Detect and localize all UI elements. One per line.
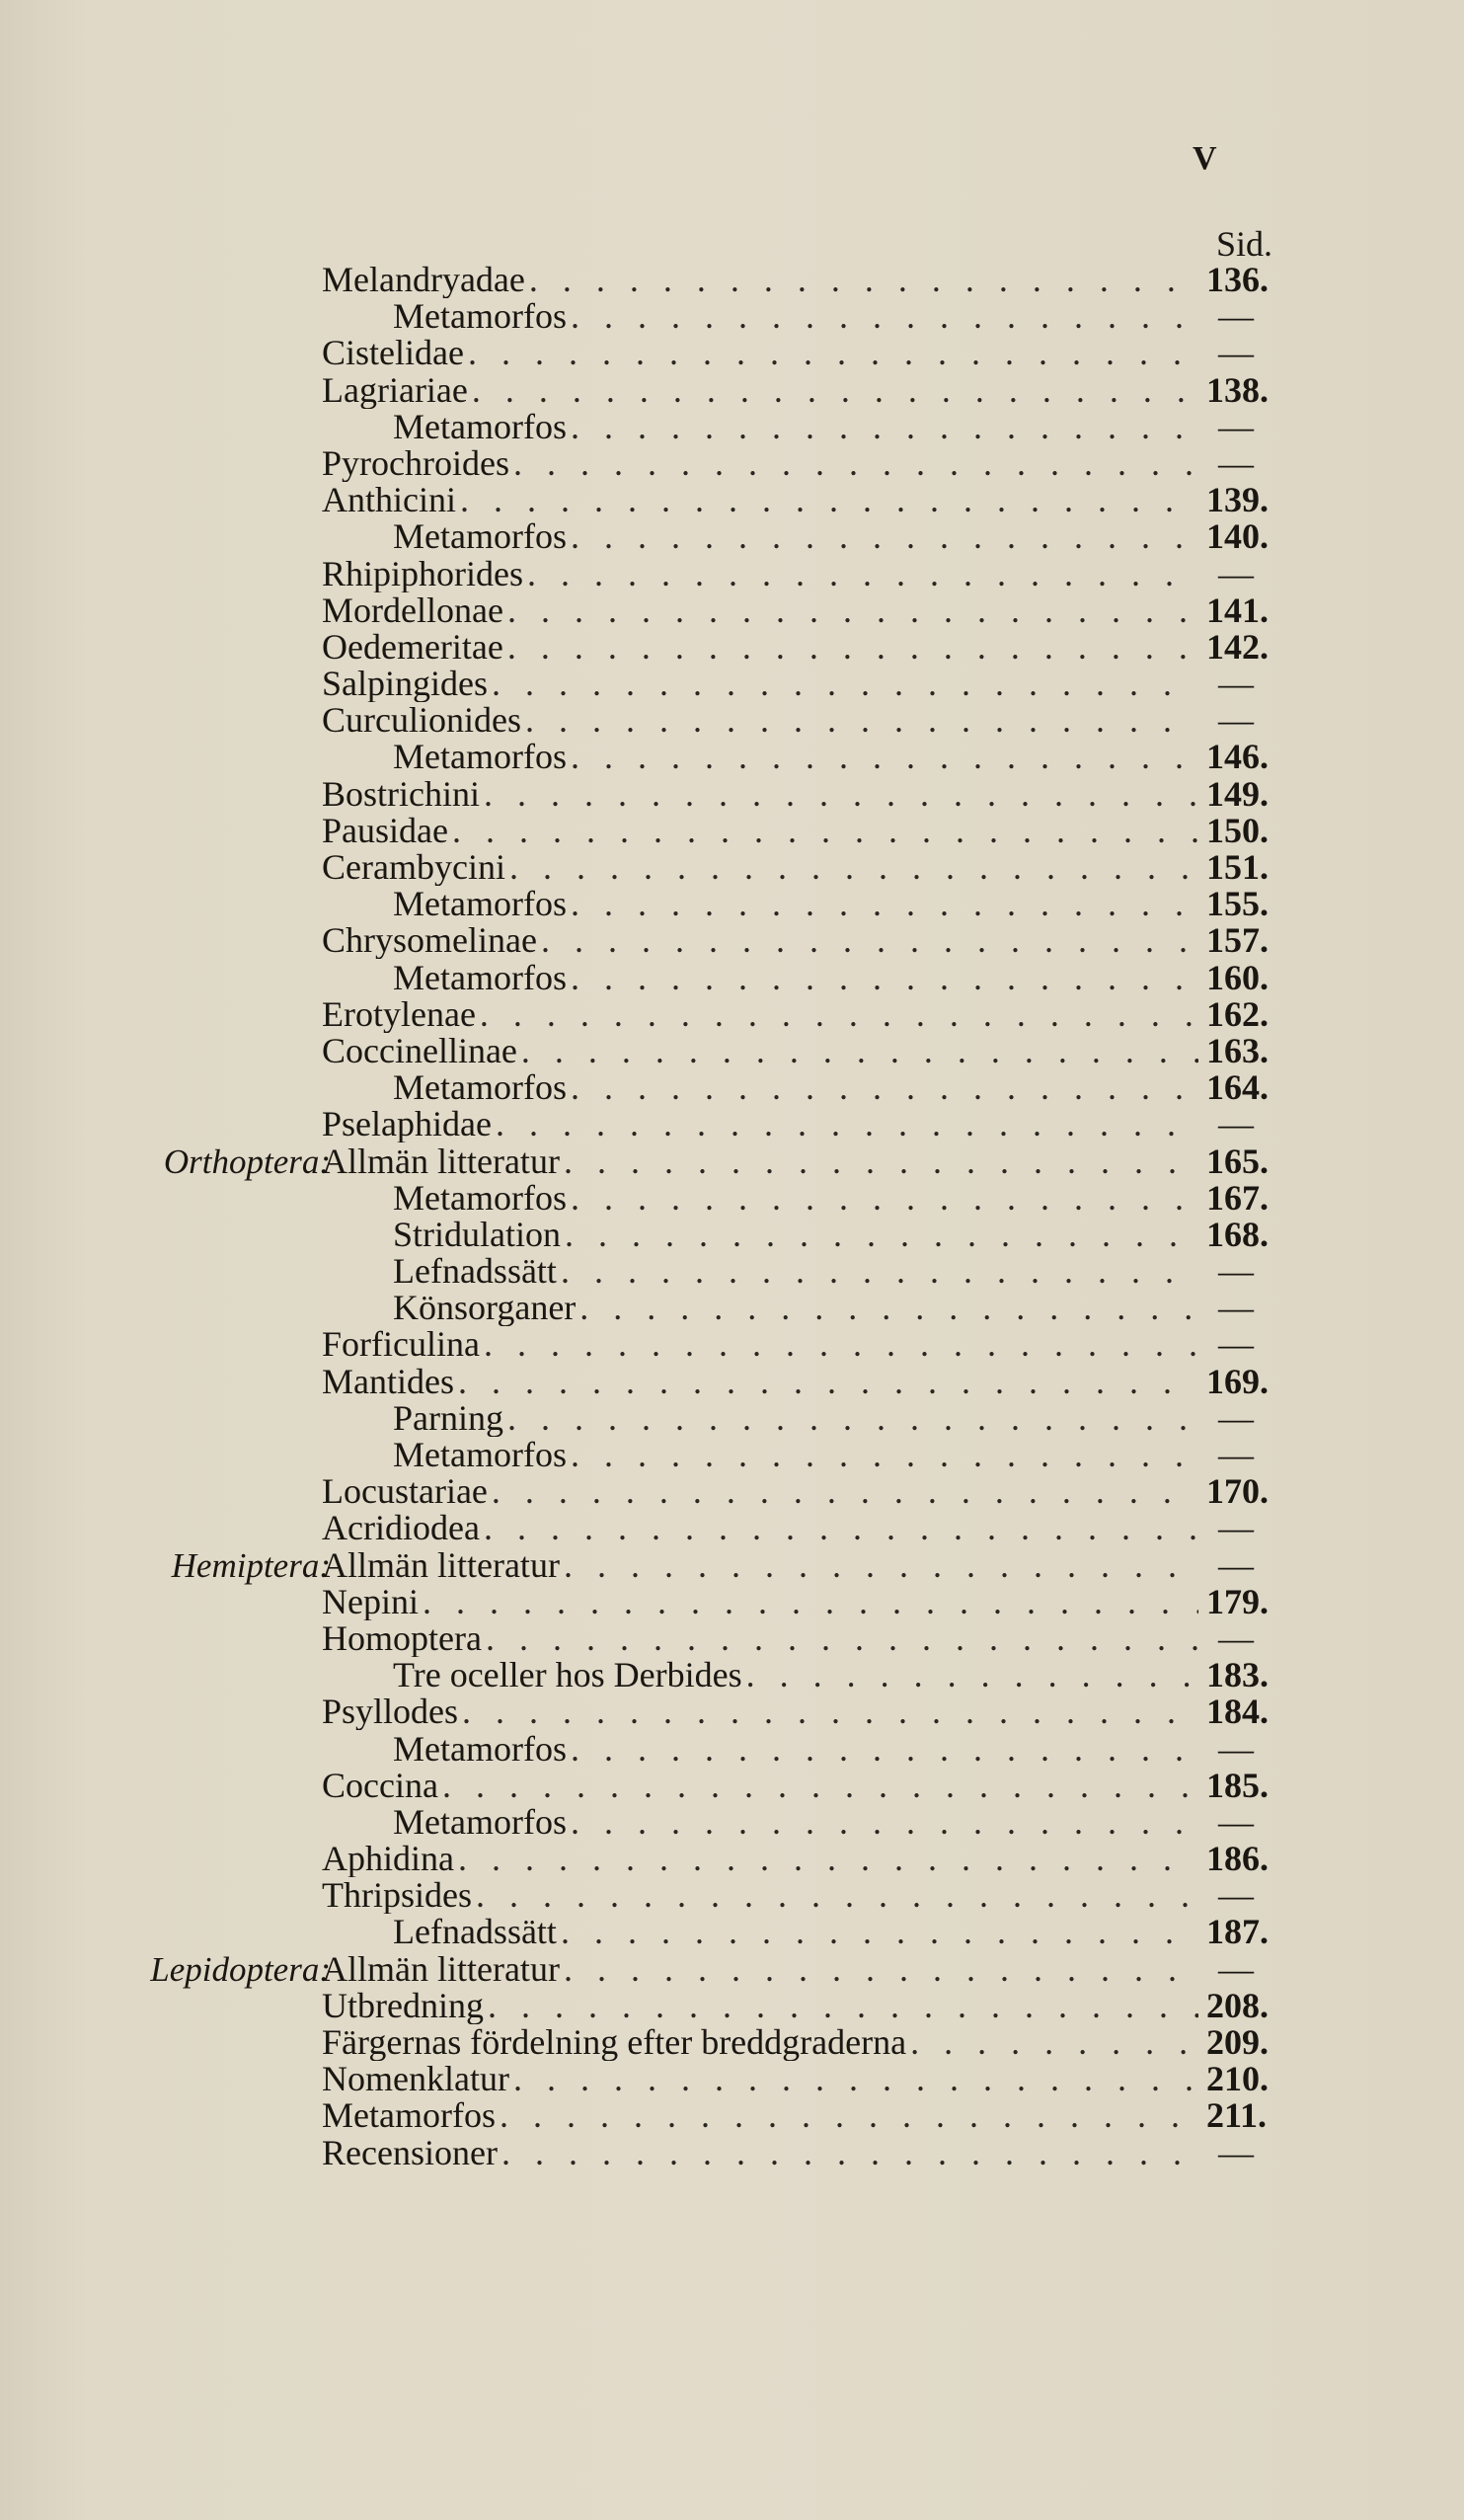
toc-entry <box>322 813 1198 849</box>
toc-entry-title: Metamorfos <box>393 959 567 996</box>
toc-entry-title: Coccinellinae <box>322 1032 517 1069</box>
toc-dot-leader <box>423 1584 1198 1620</box>
toc-entry <box>322 629 1198 666</box>
toc-page-number: — <box>1218 1288 1254 1328</box>
toc-section-label: Lepidoptera: <box>150 1949 331 1989</box>
toc-entry <box>393 1657 1198 1693</box>
toc-row <box>0 482 1464 518</box>
toc-entry <box>322 445 1198 482</box>
toc-row <box>0 1914 1464 1950</box>
toc-dot-leader <box>571 1731 1198 1768</box>
toc-row <box>0 1765 1464 1805</box>
toc-entry-title: Nomenklatur <box>322 2061 509 2098</box>
toc-entry <box>393 739 1198 775</box>
toc-entry-title: Metamorfos <box>322 2097 496 2135</box>
toc-dot-leader <box>746 1657 1198 1693</box>
toc-entry-title: Metamorfos <box>393 1803 567 1841</box>
toc-row <box>0 1030 1464 1070</box>
toc-dot-leader <box>472 372 1198 409</box>
toc-entry-title: Oedemeritae <box>322 628 503 666</box>
toc-entry-title: Acridiodea <box>322 1510 480 1547</box>
toc-entry-title: Melandryadae <box>322 262 525 298</box>
toc-page-number: — <box>1218 1801 1254 1842</box>
toc-page-number: 211. <box>1206 2095 1268 2136</box>
toc-row <box>0 1069 1464 1106</box>
toc-entry <box>393 409 1198 445</box>
toc-row <box>0 406 1464 446</box>
toc-entry <box>322 1326 1198 1363</box>
toc-dot-leader <box>513 2061 1198 2097</box>
toc-dot-leader <box>500 2097 1198 2134</box>
toc-page-number: 160. <box>1206 957 1269 997</box>
toc-row <box>0 553 1464 593</box>
toc-page-number: 142. <box>1206 626 1269 667</box>
toc-page-number: 208. <box>1206 1985 1269 2025</box>
toc-entry <box>322 1841 1198 1877</box>
toc-entry-title: Allmän litteratur <box>322 1546 560 1584</box>
toc-dot-leader <box>527 556 1198 592</box>
toc-entry <box>322 849 1198 886</box>
toc-entry-title: Metamorfos <box>393 1179 567 1217</box>
toc-dot-leader <box>486 1620 1198 1657</box>
toc-page-number: 150. <box>1206 810 1269 850</box>
toc-entry <box>322 1473 1198 1510</box>
toc-dot-leader <box>564 1951 1198 1988</box>
toc-entry <box>322 556 1198 592</box>
toc-entry-title: Lefnadssätt <box>393 1253 557 1291</box>
toc-entry-title: Curculionides <box>322 702 521 740</box>
toc-entry-title: Lagriariae <box>322 371 468 409</box>
toc-row <box>0 1143 1464 1180</box>
toc-row <box>0 2132 1464 2172</box>
toc-section-label: Orthoptera: <box>163 1142 331 1181</box>
toc-dot-leader <box>468 335 1198 371</box>
toc-dot-leader <box>501 2135 1198 2171</box>
toc-entry-title: Allmän litteratur <box>322 1142 560 1180</box>
toc-row <box>0 1693 1464 1730</box>
toc-entry <box>322 1547 1198 1584</box>
toc-entry-title: Bostrichini <box>322 775 480 813</box>
toc-entry <box>393 1069 1198 1106</box>
toc-entry-title: Recensioner <box>322 2134 498 2171</box>
toc-entry <box>393 1914 1198 1950</box>
toc-entry-title: Cistelidae <box>322 335 464 372</box>
toc-entry-title: Rhipiphorides <box>322 555 523 592</box>
toc-dot-leader <box>565 1217 1198 1253</box>
toc-dot-leader <box>462 1693 1198 1730</box>
toc-page-number: 155. <box>1206 884 1269 924</box>
toc-page-number: — <box>1218 2132 1254 2172</box>
toc-page-number: 164. <box>1206 1067 1269 1108</box>
toc-entry <box>322 335 1198 371</box>
toc-dot-leader <box>910 2024 1198 2061</box>
toc-entry <box>393 1804 1198 1841</box>
toc-dot-leader <box>525 702 1198 739</box>
toc-dot-leader <box>529 262 1198 298</box>
toc-entry-title: Psyllodes <box>322 1693 459 1731</box>
toc-page-number: — <box>1218 553 1254 593</box>
toc-entry <box>322 482 1198 518</box>
toc-entry <box>393 886 1198 922</box>
toc-page-number: 185. <box>1206 1765 1269 1805</box>
toc-page-number: — <box>1218 296 1254 337</box>
toc-page-number: — <box>1218 406 1254 446</box>
toc-page-number: 136. <box>1206 260 1269 299</box>
toc-page-number: — <box>1218 333 1254 373</box>
toc-page-number: 209. <box>1206 2022 1269 2062</box>
toc-entry <box>322 262 1198 298</box>
toc-page-number: 183. <box>1206 1655 1269 1695</box>
toc-entry <box>393 960 1198 996</box>
toc-dot-leader <box>541 922 1198 959</box>
toc-entry-title: Allmän litteratur <box>322 1950 560 1988</box>
toc-entry-title: Metamorfos <box>393 1730 567 1768</box>
toc-entry-title: Nepini <box>322 1583 419 1620</box>
toc-row <box>0 262 1464 298</box>
toc-row <box>0 442 1464 483</box>
toc-entry-title: Chrysomelinae <box>322 922 537 960</box>
toc-page-number: — <box>1218 442 1254 483</box>
toc-dot-leader <box>484 1326 1198 1363</box>
toc-page-number: 210. <box>1206 2059 1269 2099</box>
toc-dot-leader <box>571 960 1198 996</box>
toc-entry-title: Aphidina <box>322 1841 454 1878</box>
toc-page-number: — <box>1218 1948 1254 1989</box>
toc-entry <box>322 1143 1198 1180</box>
toc-row <box>0 592 1464 629</box>
toc-entry <box>322 1877 1198 1914</box>
toc-entry-title: Färgernas fördelning efter breddgraderna <box>322 2024 907 2061</box>
toc-entry <box>322 2135 1198 2171</box>
toc-entry-title: Lefnadssätt <box>393 1914 557 1951</box>
toc-page-number: 169. <box>1206 1361 1269 1401</box>
toc-entry-title: Metamorfos <box>393 408 567 445</box>
toc-page-number: 184. <box>1206 1692 1269 1732</box>
toc-row <box>0 886 1464 922</box>
toc-dot-leader <box>564 1143 1198 1180</box>
toc-row <box>0 1544 1464 1585</box>
toc-entry-title: Stridulation <box>393 1216 561 1253</box>
toc-entry <box>322 1620 1198 1657</box>
toc-entry <box>322 1584 1198 1620</box>
page-number: V <box>1193 140 1217 177</box>
toc-entry <box>393 1731 1198 1768</box>
toc-row <box>0 1617 1464 1658</box>
toc-dot-leader <box>509 849 1198 886</box>
toc-page-number: 151. <box>1206 847 1269 887</box>
toc-row <box>0 1397 1464 1438</box>
toc-dot-leader <box>460 482 1198 518</box>
toc-entry-title: Forficulina <box>322 1326 480 1364</box>
toc-row <box>0 1657 1464 1693</box>
toc-entry <box>322 666 1198 702</box>
toc-page-number: — <box>1218 700 1254 741</box>
toc-dot-leader <box>571 409 1198 445</box>
toc-entry <box>322 1768 1198 1804</box>
toc-page-number: 141. <box>1206 590 1269 630</box>
toc-entry-title: Pyrochroides <box>322 444 509 482</box>
toc-entry <box>322 1106 1198 1142</box>
toc-dot-leader <box>571 518 1198 555</box>
toc-page-number: — <box>1218 1435 1254 1474</box>
toc-entry <box>322 1988 1198 2024</box>
toc-row <box>0 1877 1464 1914</box>
toc-page-number: — <box>1218 1875 1254 1916</box>
toc-entry <box>393 1437 1198 1473</box>
toc-row <box>0 2097 1464 2134</box>
toc-row <box>0 1801 1464 1842</box>
toc-entry-title: Parning <box>393 1399 503 1437</box>
toc-row <box>0 666 1464 702</box>
toc-page-number: 163. <box>1206 1030 1269 1070</box>
toc-page-number: 170. <box>1206 1471 1269 1512</box>
toc-entry-title: Erotylenae <box>322 995 476 1033</box>
toc-page-number: — <box>1218 1617 1254 1658</box>
toc-dot-leader <box>484 776 1198 813</box>
toc-page-number: — <box>1218 1324 1254 1365</box>
toc-entry <box>322 1951 1198 1988</box>
toc-dot-leader <box>480 996 1198 1033</box>
toc-entry-title: Pausidae <box>322 812 448 849</box>
toc-row <box>0 1106 1464 1142</box>
toc-dot-leader <box>561 1914 1198 1950</box>
toc-entry <box>393 1400 1198 1437</box>
toc-dot-leader <box>442 1768 1198 1804</box>
toc-entry-title: Mantides <box>322 1363 454 1400</box>
toc-row <box>0 1948 1464 1989</box>
toc-entry-title: Locustariae <box>322 1473 488 1511</box>
toc-entry <box>393 1217 1198 1253</box>
toc-dot-leader <box>458 1364 1198 1400</box>
toc-dot-leader <box>484 1510 1198 1546</box>
toc-entry-title: Metamorfos <box>393 1069 567 1107</box>
toc-row <box>0 298 1464 335</box>
toc-row <box>0 369 1464 410</box>
toc-entry-title: Metamorfos <box>393 518 567 556</box>
toc-entry <box>393 518 1198 555</box>
toc-row <box>0 335 1464 371</box>
toc-row <box>0 1728 1464 1769</box>
toc-row <box>0 1214 1464 1254</box>
toc-section-label: Hemiptera: <box>171 1545 331 1585</box>
toc-entry-title: Pselaphidae <box>322 1106 492 1143</box>
toc-entry <box>322 1510 1198 1546</box>
toc-entry-title: Thripsides <box>322 1877 472 1915</box>
toc-page-number: — <box>1218 664 1254 704</box>
toc-entry <box>322 1693 1198 1730</box>
toc-entry-title: Homoptera <box>322 1619 482 1657</box>
toc-dot-leader <box>492 666 1198 702</box>
toc-page-number: 139. <box>1206 480 1269 520</box>
toc-entry <box>322 776 1198 813</box>
toc-dot-leader <box>571 1437 1198 1473</box>
toc-entry-title: Mordellonae <box>322 591 503 629</box>
toc-dot-leader <box>571 1180 1198 1217</box>
toc-page-number: — <box>1218 1508 1254 1548</box>
toc-entry <box>322 2024 1198 2061</box>
toc-entry <box>322 1364 1198 1400</box>
toc-dot-leader <box>476 1877 1198 1914</box>
toc-page-number: 187. <box>1206 1912 1269 1952</box>
toc-row <box>0 1177 1464 1218</box>
toc-entry-title: Metamorfos <box>393 886 567 923</box>
toc-row <box>0 1437 1464 1473</box>
page-column-header: Sid. <box>1216 224 1273 264</box>
toc-row <box>0 2024 1464 2061</box>
toc-row <box>0 1290 1464 1326</box>
toc-entry-title: Coccina <box>322 1767 438 1804</box>
toc-row <box>0 1473 1464 1510</box>
toc-entry <box>393 1253 1198 1290</box>
toc-entry <box>322 702 1198 739</box>
toc-row <box>0 518 1464 555</box>
toc-entry-title: Utbredning <box>322 1987 484 2024</box>
toc-entry-title: Tre oceller hos Derbides <box>393 1657 742 1694</box>
toc-page-number: 146. <box>1206 737 1269 777</box>
toc-dot-leader <box>564 1547 1198 1584</box>
toc-row <box>0 1253 1464 1290</box>
toc-dot-leader <box>561 1253 1198 1290</box>
toc-entry <box>322 922 1198 959</box>
toc-page-number: — <box>1218 1397 1254 1438</box>
toc-page-number: — <box>1218 1104 1254 1144</box>
toc-entry <box>322 2097 1198 2134</box>
toc-dot-leader <box>571 298 1198 335</box>
toc-entry <box>393 1290 1198 1326</box>
toc-row <box>0 1326 1464 1363</box>
toc-row <box>0 1361 1464 1401</box>
toc-entry-title: Salpingides <box>322 666 488 703</box>
toc-page-number: 186. <box>1206 1839 1269 1879</box>
toc-dot-leader <box>492 1473 1198 1510</box>
toc-dot-leader <box>507 592 1198 629</box>
toc-page-number: — <box>1218 1728 1254 1769</box>
toc-page-number: 179. <box>1206 1581 1269 1621</box>
toc-page-number: 149. <box>1206 773 1269 814</box>
toc-page-number: 162. <box>1206 993 1269 1034</box>
toc-row <box>0 1510 1464 1546</box>
toc-entry <box>322 1033 1198 1069</box>
toc-entry-title: Metamorfos <box>393 298 567 336</box>
toc-entry-title: Cerambycini <box>322 849 505 886</box>
toc-row <box>0 849 1464 886</box>
toc-page-number: 167. <box>1206 1177 1269 1218</box>
toc-entry <box>322 996 1198 1033</box>
toc-dot-leader <box>571 886 1198 922</box>
toc-row <box>0 922 1464 959</box>
toc-entry <box>393 298 1198 335</box>
toc-row <box>0 993 1464 1034</box>
toc-entry-title: Metamorfos <box>393 739 567 776</box>
toc-row <box>0 1841 1464 1877</box>
toc-dot-leader <box>452 813 1198 849</box>
toc-dot-leader <box>521 1033 1198 1069</box>
toc-row <box>0 626 1464 667</box>
toc-dot-leader <box>571 739 1198 775</box>
toc-page-number: — <box>1218 1544 1254 1585</box>
toc-dot-leader <box>458 1841 1198 1877</box>
toc-row <box>0 773 1464 814</box>
toc-page-number: 165. <box>1206 1141 1269 1181</box>
toc-page-number: 168. <box>1206 1214 1269 1254</box>
toc-entry <box>322 2061 1198 2097</box>
toc-dot-leader <box>496 1106 1198 1142</box>
toc-entry-title: Metamorfos <box>393 1437 567 1473</box>
toc-dot-leader <box>507 1400 1198 1437</box>
toc-row <box>0 739 1464 775</box>
toc-row <box>0 1985 1464 2025</box>
toc-page-number: — <box>1218 1251 1254 1292</box>
toc-entry <box>322 592 1198 629</box>
toc-entry <box>322 372 1198 409</box>
toc-dot-leader <box>488 1988 1198 2024</box>
toc-row <box>0 2061 1464 2097</box>
table-of-contents <box>0 262 1464 2171</box>
toc-page-number: 157. <box>1206 920 1269 961</box>
toc-dot-leader <box>513 445 1198 482</box>
toc-row <box>0 810 1464 850</box>
toc-page-number: 138. <box>1206 369 1269 410</box>
toc-dot-leader <box>571 1069 1198 1106</box>
toc-dot-leader <box>579 1290 1198 1326</box>
toc-dot-leader <box>507 629 1198 666</box>
toc-entry <box>393 1180 1198 1217</box>
toc-row <box>0 1581 1464 1621</box>
toc-entry-title: Anthicini <box>322 482 456 519</box>
toc-dot-leader <box>571 1804 1198 1841</box>
toc-entry-title: Könsorganer <box>393 1290 577 1327</box>
toc-row <box>0 957 1464 997</box>
toc-row <box>0 702 1464 739</box>
toc-page-number: 140. <box>1206 516 1269 557</box>
